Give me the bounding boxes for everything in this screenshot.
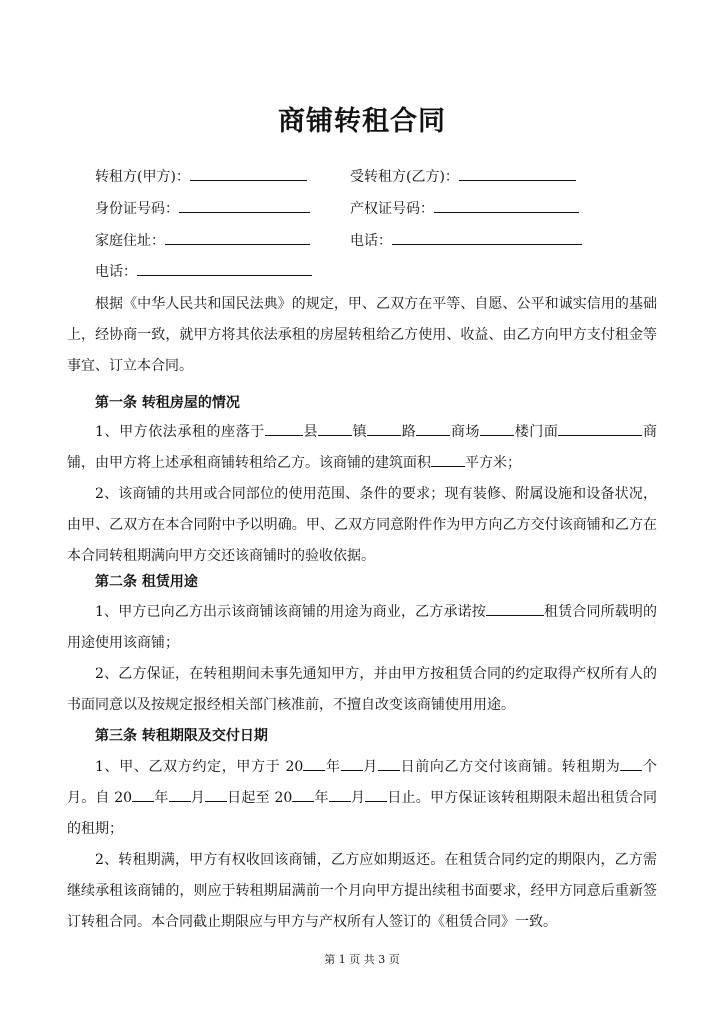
text-segment: 日止。甲方保证该转租期限未超出租赁合同的租期； — [67, 790, 658, 837]
property-cert-label: 产权证号码： — [350, 201, 434, 217]
text-segment: 1、甲、乙双方约定，甲方于 20 — [95, 759, 304, 775]
lessee-blank[interactable] — [459, 166, 576, 181]
property-cert-field — [350, 198, 579, 218]
start-year-blank[interactable] — [132, 787, 154, 802]
article2-heading: 第二条 租赁用途 — [95, 574, 198, 590]
phone-blank-right[interactable] — [392, 230, 582, 245]
text-segment: 月 — [362, 759, 378, 775]
text-segment: 年 — [154, 790, 169, 806]
lessee-label: 受转租方(乙方)： — [350, 169, 459, 185]
text-segment: 租赁合同所载明的用途使用该商铺； — [67, 604, 658, 651]
mall-blank[interactable] — [416, 421, 450, 436]
lessor-blank[interactable] — [190, 166, 307, 181]
phone-label-right: 电话： — [350, 233, 392, 249]
page-footer: 第 1 页 共 3 页 — [324, 953, 400, 966]
article3-para1 — [67, 752, 657, 845]
phone-label-left: 电话： — [95, 264, 137, 280]
lease-ref-blank[interactable] — [486, 601, 544, 616]
text-segment: 年 — [314, 790, 329, 806]
text-segment: 1、甲方依法承租的座落于 — [95, 424, 265, 440]
article3-heading: 第三条 转租期限及交付日期 — [95, 728, 268, 744]
road-blank[interactable] — [367, 421, 401, 436]
text-segment: 路 — [401, 424, 417, 440]
id-blank[interactable] — [179, 198, 310, 213]
document-title: 商铺转租合同 — [278, 106, 446, 137]
id-label: 身份证号码： — [95, 201, 179, 217]
phone-field-right — [350, 230, 582, 250]
text-segment: 月 — [190, 790, 205, 806]
phone-field-left — [95, 261, 312, 281]
article1-para1 — [67, 417, 657, 479]
article1-heading: 第一条 转租房屋的情况 — [95, 395, 240, 411]
id-field — [95, 198, 310, 218]
text-segment: 平方米； — [465, 455, 521, 471]
delivery-year-blank[interactable] — [303, 756, 325, 771]
address-blank[interactable] — [165, 230, 310, 245]
county-blank[interactable] — [265, 421, 303, 436]
intro-paragraph: 根据《中华人民共和国民法典》的规定，甲、乙双方在平等、自愿、公平和诚实信用的基础上，经协商一致，就甲方将其依法承租的房屋转租给乙方使用、收益、由乙方向甲方支付租金等事宜、订立本合同。 — [67, 296, 657, 374]
storefront-blank[interactable] — [558, 421, 642, 436]
end-day-blank[interactable] — [365, 787, 387, 802]
floor-blank[interactable] — [480, 421, 514, 436]
lessor-field — [95, 166, 307, 186]
text-segment: 商铺，由甲方将上述承租商铺转租给乙方。该商铺的建筑面积 — [67, 424, 658, 471]
text-segment: 楼门面 — [514, 424, 559, 440]
text-segment: 年 — [325, 759, 341, 775]
text-segment: 月 — [350, 790, 366, 806]
delivery-month-blank[interactable] — [341, 756, 363, 771]
article2-para2: 2、乙方保证，在转租期间未事先通知甲方，并由甲方按租赁合同的约定取得产权所有人的书面同意以及按规定报经相关部门核准前，不擅自改变该商铺使用用途。 — [67, 666, 657, 713]
article1-para2: 2、该商铺的共用或合同部位的使用范围、条件的要求；现有装修、附属设施和设备状况，由甲、乙双方在本合同附中予以明确。甲、乙双方同意附件作为甲方向乙方交付该商铺和乙方在本合同转租期满向甲方交还该商铺时的验收依据。 — [67, 486, 657, 564]
text-segment: 日前向乙方交付该商铺。转租期为 — [399, 759, 621, 775]
lessor-label: 转租方(甲方)： — [95, 169, 190, 185]
text-segment: 商场 — [450, 424, 481, 440]
address-label: 家庭住址： — [95, 233, 165, 249]
text-segment: 个月。自 20 — [67, 759, 658, 806]
text-segment: 1、甲方已向乙方出示该商铺该商铺的用途为商业，乙方承诺按 — [95, 604, 486, 620]
end-year-blank[interactable] — [292, 787, 314, 802]
delivery-day-blank[interactable] — [378, 756, 400, 771]
address-field — [95, 230, 310, 250]
article2-para1 — [67, 597, 657, 659]
start-month-blank[interactable] — [169, 787, 191, 802]
end-month-blank[interactable] — [329, 787, 351, 802]
town-blank[interactable] — [318, 421, 352, 436]
text-segment: 日起至 20 — [226, 790, 293, 806]
text-segment: 县 — [302, 424, 319, 440]
article3-para2: 2、转租期满，甲方有权收回该商铺，乙方应如期返还。在租赁合同约定的期限内，乙方需继续承租该商铺的，则应于转租期届满前一个月向甲方提出续租书面要求，经甲方同意后重新签订转租合同。本合同截止期限应与甲方与产权所有人签订的《租赁合同》一致。 — [67, 852, 657, 930]
text-segment: 镇 — [352, 424, 368, 440]
property-cert-blank[interactable] — [434, 198, 579, 213]
phone-blank-left[interactable] — [137, 261, 312, 276]
term-months-blank[interactable] — [620, 756, 642, 771]
area-blank[interactable] — [431, 452, 465, 467]
lessee-field — [350, 166, 576, 186]
start-day-blank[interactable] — [205, 787, 227, 802]
